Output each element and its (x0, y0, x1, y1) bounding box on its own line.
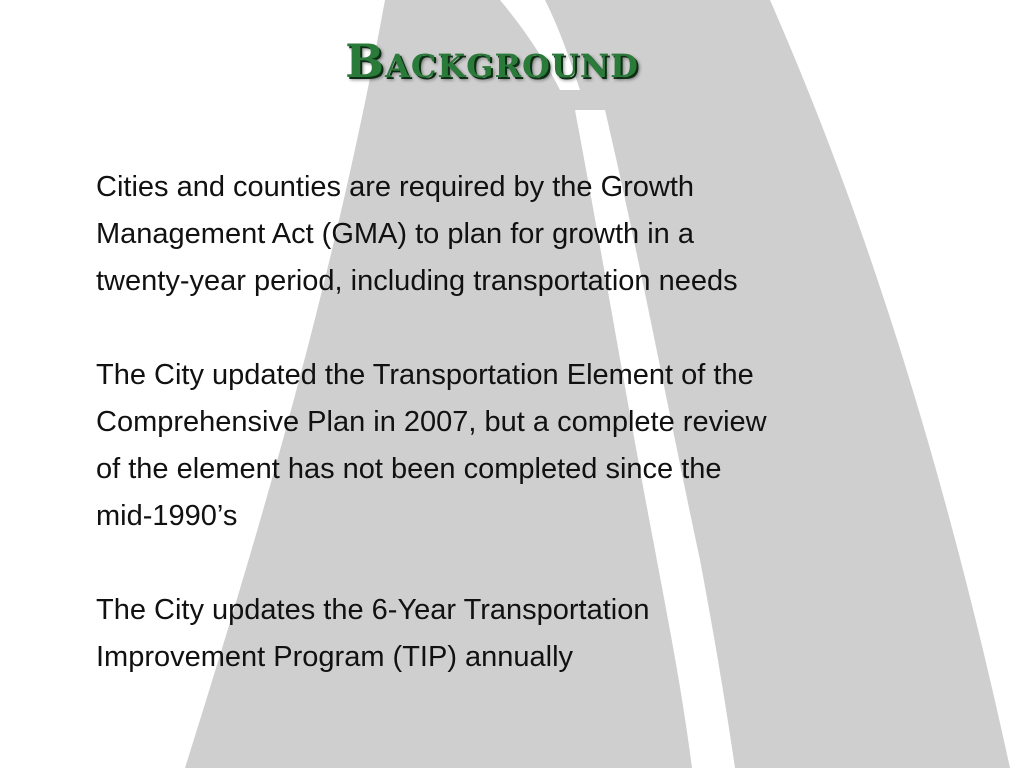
paragraph-tip: The City updates the 6-Year Transportation Improvement Program (TIP) annually (96, 594, 650, 673)
slide-body (96, 164, 976, 728)
slide-title: Background (345, 34, 639, 88)
paragraph-gma: Cities and counties are required by the Growth Management Act (GMA) to plan for growth in a twenty-year period, including transportation needs (96, 171, 738, 297)
paragraph-transportation-element: The City updated the Transportation Element of the Comprehensive Plan in 2007, but a complete review of the element has not been completed since the mid-1990’s (96, 359, 767, 532)
